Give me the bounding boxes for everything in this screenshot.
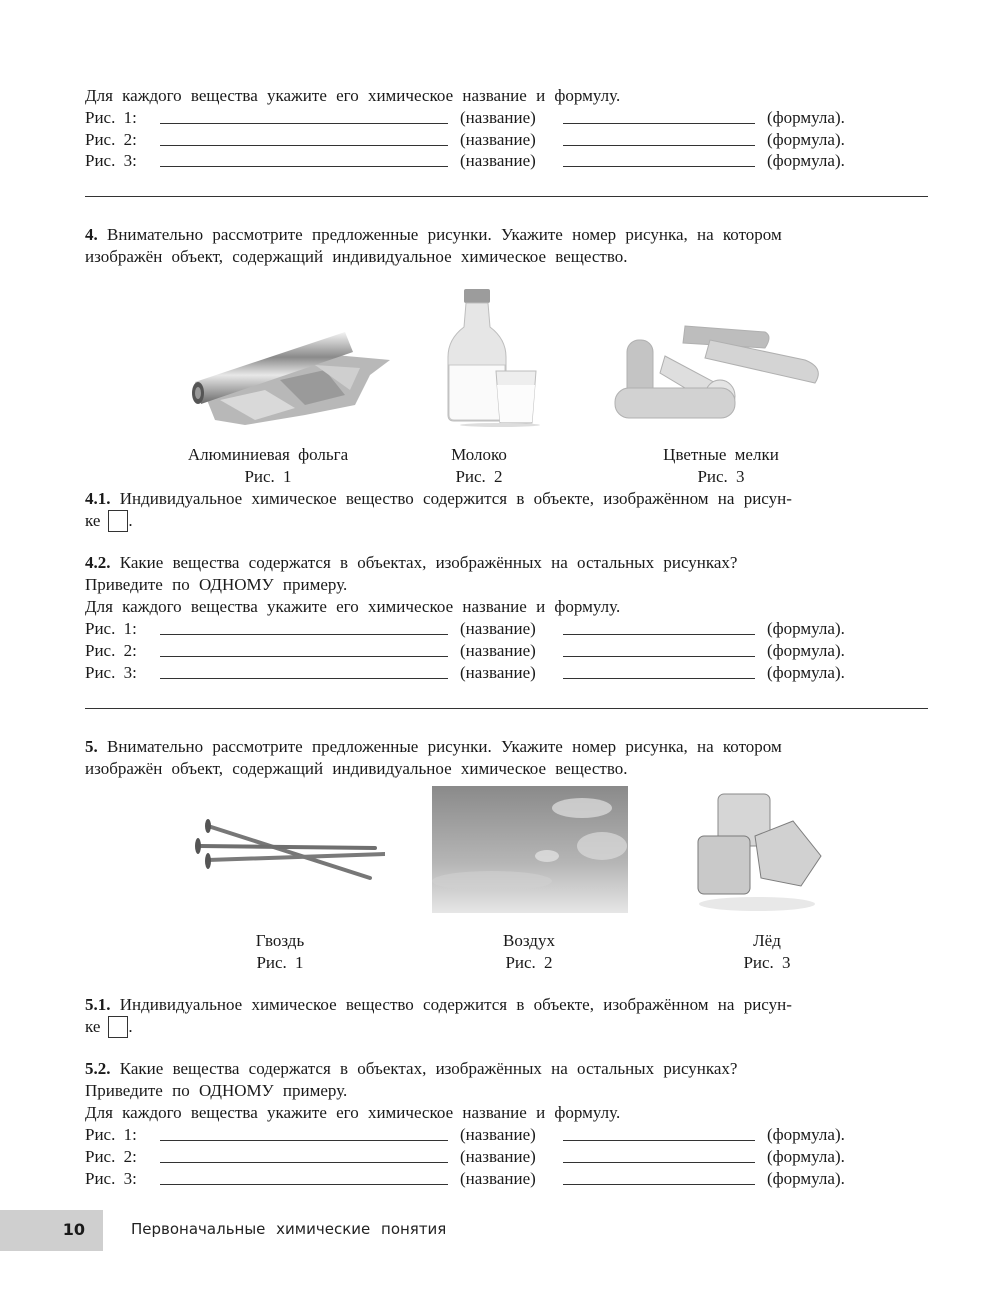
section-title: Первоначальные химические понятия	[131, 1220, 447, 1238]
answer-row	[85, 618, 865, 640]
answer-row	[85, 1168, 865, 1190]
name-hint: (название)	[460, 1147, 536, 1166]
formula-input-line[interactable]	[563, 678, 755, 679]
task4-prompt-line2: изображён объект, содержащий индивидуальное химическое вещество.	[85, 247, 628, 266]
section-divider	[85, 708, 928, 709]
task4-prompt-line1	[85, 224, 928, 246]
formula-input-line[interactable]	[563, 1162, 755, 1163]
question-text: ке	[85, 1017, 101, 1036]
period: .	[128, 511, 133, 530]
name-input-line[interactable]	[160, 1140, 448, 1141]
nails-image	[180, 818, 385, 888]
figure-caption	[170, 930, 390, 974]
instruction-text: Для каждого вещества укажите его химическое название и формулу.	[85, 597, 621, 616]
answer-row	[85, 107, 865, 129]
figure-label: Рис. 3	[697, 467, 745, 486]
question-text: ке	[85, 511, 101, 530]
name-hint: (название)	[460, 619, 536, 638]
row-label: Рис. 3:	[85, 1169, 137, 1188]
figure-name: Алюминиевая фольга	[187, 445, 349, 464]
page-number-band	[0, 1210, 103, 1251]
name-hint: (название)	[460, 130, 536, 149]
formula-hint: (формула).	[767, 1147, 845, 1166]
question-text: Какие вещества содержатся в объектах, изображённых на остальных рисунках?	[119, 1059, 738, 1078]
figure-name: Гвоздь	[255, 931, 305, 950]
instruction-text: Для каждого вещества укажите его химическое название и формулу.	[85, 1103, 621, 1122]
figure-caption	[419, 930, 639, 974]
task5-prompt-line2: изображён объект, содержащий индивидуальное химическое вещество.	[85, 759, 628, 778]
row-label: Рис. 1:	[85, 619, 137, 638]
answer-box[interactable]	[108, 510, 128, 532]
name-hint: (название)	[460, 151, 536, 170]
row-label: Рис. 1:	[85, 108, 137, 127]
figure-name: Воздух	[503, 931, 555, 950]
formula-input-line[interactable]	[563, 656, 755, 657]
figure-caption	[158, 444, 378, 488]
answer-row	[85, 1146, 865, 1168]
figure-caption	[657, 930, 877, 974]
figure-caption	[369, 444, 589, 488]
task-text: Внимательно рассмотрите предложенные рисунки. Укажите номер рисунка, на котором	[107, 225, 782, 244]
question-4-2-line2: Приведите по ОДНОМУ примеру.	[85, 575, 348, 594]
question-text: Индивидуальное химическое вещество содержится в объекте, изображённом на рисун-	[119, 489, 792, 508]
page-number: 10	[62, 1220, 85, 1239]
question-4-1-line1	[85, 488, 928, 510]
name-input-line[interactable]	[160, 656, 448, 657]
question-5-2-line1	[85, 1058, 737, 1080]
question-5-1-line1	[85, 994, 928, 1016]
answer-row	[85, 662, 865, 684]
figure-name: Молоко	[451, 445, 507, 464]
milk-image	[440, 287, 560, 427]
answer-row	[85, 129, 865, 151]
row-label: Рис. 1:	[85, 1125, 137, 1144]
ice-image	[693, 786, 825, 913]
question-5-1-line2	[85, 1016, 133, 1038]
figure-name: Лёд	[753, 931, 781, 950]
name-hint: (название)	[460, 663, 536, 682]
figure-label: Рис. 2	[455, 467, 503, 486]
name-input-line[interactable]	[160, 678, 448, 679]
question-4-2-line1	[85, 552, 737, 574]
question-text: Какие вещества содержатся в объектах, изображённых на остальных рисунках?	[119, 553, 738, 572]
task-number: 4.	[85, 225, 98, 244]
period: .	[128, 1017, 133, 1036]
figure-name: Цветные мелки	[663, 445, 779, 464]
question-5-2-line2: Приведите по ОДНОМУ примеру.	[85, 1081, 348, 1100]
name-hint: (название)	[460, 641, 536, 660]
section-divider	[85, 196, 928, 197]
figure-label: Рис. 2	[505, 953, 553, 972]
row-label: Рис. 2:	[85, 130, 137, 149]
row-label: Рис. 2:	[85, 641, 137, 660]
name-hint: (название)	[460, 1169, 536, 1188]
figure-caption	[611, 444, 831, 488]
formula-hint: (формула).	[767, 641, 845, 660]
question-4-1-line2	[85, 510, 133, 532]
formula-input-line[interactable]	[563, 1140, 755, 1141]
name-input-line[interactable]	[160, 123, 448, 124]
name-input-line[interactable]	[160, 166, 448, 167]
formula-hint: (формула).	[767, 151, 845, 170]
sky-image	[432, 786, 628, 913]
formula-input-line[interactable]	[563, 166, 755, 167]
figure-label: Рис. 1	[256, 953, 304, 972]
row-label: Рис. 3:	[85, 151, 137, 170]
row-label: Рис. 2:	[85, 1147, 137, 1166]
name-hint: (название)	[460, 108, 536, 127]
formula-hint: (формула).	[767, 1125, 845, 1144]
row-label: Рис. 3:	[85, 663, 137, 682]
formula-hint: (формула).	[767, 1169, 845, 1188]
task5-prompt-line1	[85, 736, 928, 758]
chalk-image	[605, 318, 830, 423]
name-hint: (название)	[460, 1125, 536, 1144]
question-number: 5.2.	[85, 1059, 111, 1078]
formula-hint: (формула).	[767, 130, 845, 149]
name-input-line[interactable]	[160, 145, 448, 146]
question-number: 4.1.	[85, 489, 111, 508]
question-text: Индивидуальное химическое вещество содержится в объекте, изображённом на рисун-	[119, 995, 792, 1014]
name-input-line[interactable]	[160, 1162, 448, 1163]
question-number: 4.2.	[85, 553, 111, 572]
question-number: 5.1.	[85, 995, 111, 1014]
instruction-text: Для каждого вещества укажите его химическое название и формулу.	[85, 86, 621, 105]
formula-input-line[interactable]	[563, 634, 755, 635]
answer-box[interactable]	[108, 1016, 128, 1038]
aluminum-foil-image	[185, 320, 395, 430]
formula-input-line[interactable]	[563, 145, 755, 146]
answer-row	[85, 1124, 865, 1146]
formula-hint: (формула).	[767, 663, 845, 682]
formula-hint: (формула).	[767, 108, 845, 127]
task-number: 5.	[85, 737, 98, 756]
task-text: Внимательно рассмотрите предложенные рисунки. Укажите номер рисунка, на котором	[107, 737, 782, 756]
figure-label: Рис. 1	[244, 467, 292, 486]
figure-label: Рис. 3	[743, 953, 791, 972]
answer-row	[85, 640, 865, 662]
formula-hint: (формула).	[767, 619, 845, 638]
name-input-line[interactable]	[160, 1184, 448, 1185]
answer-row	[85, 150, 865, 172]
formula-input-line[interactable]	[563, 1184, 755, 1185]
name-input-line[interactable]	[160, 634, 448, 635]
formula-input-line[interactable]	[563, 123, 755, 124]
